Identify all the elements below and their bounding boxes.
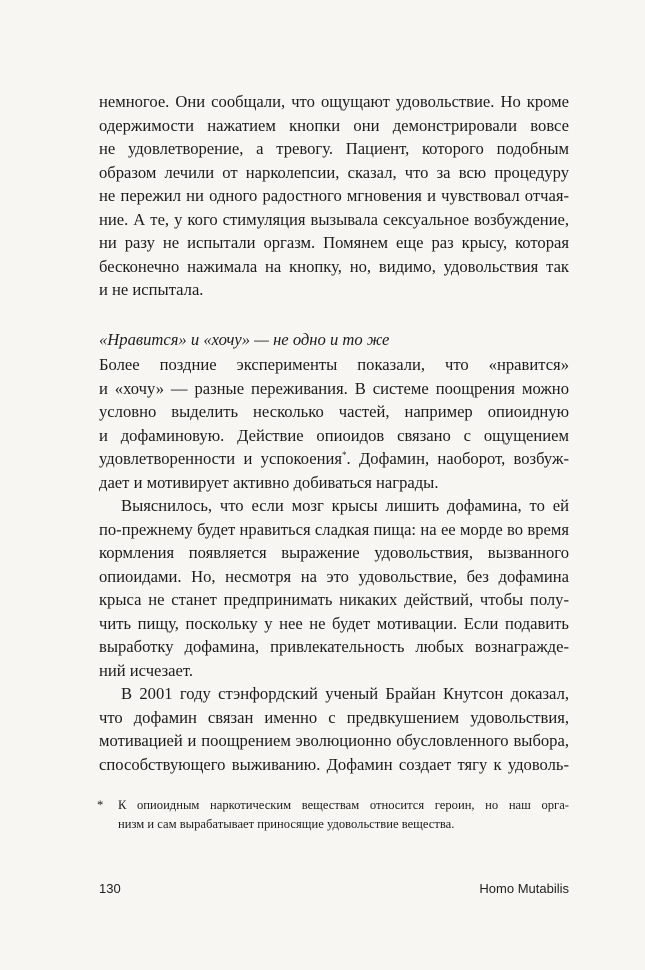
- text-line: ние. А те, у кого стимуляция вызывала сексуальное возбуждение,: [99, 209, 569, 229]
- paragraph-2: [99, 353, 569, 494]
- text-line-with-footnote-ref: [99, 447, 569, 471]
- text-line: и дофаминовую. Действие опиоидов связано с ощущением: [99, 425, 569, 445]
- text-line: не пережил ни одного радостного мгновения и чувствовал отчая-: [99, 186, 569, 205]
- text-line: ний исчезает.: [99, 660, 194, 680]
- running-title: Homo Mutabilis: [479, 881, 569, 896]
- text-line: не удовлетворение, а тревогу. Пациент, которого подобным: [99, 139, 569, 158]
- text-line: условно выделить несколько частей, например опиоидную: [99, 402, 569, 421]
- text-line: дает и мотивирует активно добиваться награды.: [99, 472, 439, 492]
- footnote-mark: *: [97, 798, 104, 812]
- paragraph-3: [99, 494, 569, 682]
- text-line: способствующего выживанию. Дофамин создает тягу к удоволь-: [99, 754, 569, 774]
- footnote-line: низм и сам вырабатывает приносящие удовольствие вещества.: [118, 817, 455, 831]
- text-line: выработку дофамина, привлекательность любых вознагражде-: [99, 637, 569, 656]
- text-line: и «хочу» — разные переживания. В системе поощрения можно: [99, 378, 569, 398]
- text-line: опиоидами. Но, несмотря на это удовольствие, без дофамина: [99, 566, 569, 586]
- text-fragment: . Дофамин, наоборот, возбуж-: [346, 449, 569, 468]
- text-line: по-прежнему будет нравиться сладкая пища: на ее морде во время: [99, 519, 569, 539]
- page-number: 130: [99, 881, 121, 896]
- paragraph-4: [99, 682, 569, 776]
- text-line: мотивацией и поощрением эволюционно обусловленного выбора,: [99, 731, 569, 750]
- text-line: и не испытала.: [99, 280, 204, 299]
- text-line: одержимости нажатием кнопки они демонстрировали вовсе: [99, 115, 569, 135]
- text-line: Более поздние эксперименты показали, что «нравится»: [99, 355, 569, 374]
- section-heading: «Нравится» и «хочу» — не одно и то же: [99, 329, 390, 349]
- text-line: Выяснилось, что если мозг крысы лишить дофамина, то ей: [121, 496, 569, 515]
- text-fragment: удовлетворенности и успокоения: [99, 449, 342, 468]
- text-line: крыса не станет предпринимать никаких действий, чтобы полу-: [99, 590, 569, 609]
- paragraph-1: [99, 90, 569, 302]
- footnote-reference[interactable]: *: [341, 450, 347, 460]
- text-line: В 2001 году стэнфордский ученый Брайан Кнутсон доказал,: [121, 684, 569, 703]
- text-line: кормления появляется выражение удовольствия, вызванного: [99, 543, 569, 562]
- main-text: [99, 90, 569, 776]
- text-line: немногое. Они сообщали, что ощущают удовольствие. Но кроме: [99, 92, 569, 111]
- text-line: ни разу не испытали оргазм. Помянем еще раз крысу, которая: [99, 233, 569, 252]
- footnote: [99, 796, 569, 834]
- footnote-line: К опиоидным наркотическим веществам относится героин, но наш орга-: [118, 798, 569, 812]
- text-line: образом лечили от нарколепсии, сказал, что за всю процедуру: [99, 162, 569, 182]
- text-line: чить пищу, поскольку у нее не будет мотивации. Если подавить: [99, 613, 569, 633]
- text-line: бесконечно нажимала на кнопку, но, видимо, удовольствия так: [99, 256, 569, 276]
- text-line: что дофамин связан именно с предвкушением удовольствия,: [99, 707, 569, 727]
